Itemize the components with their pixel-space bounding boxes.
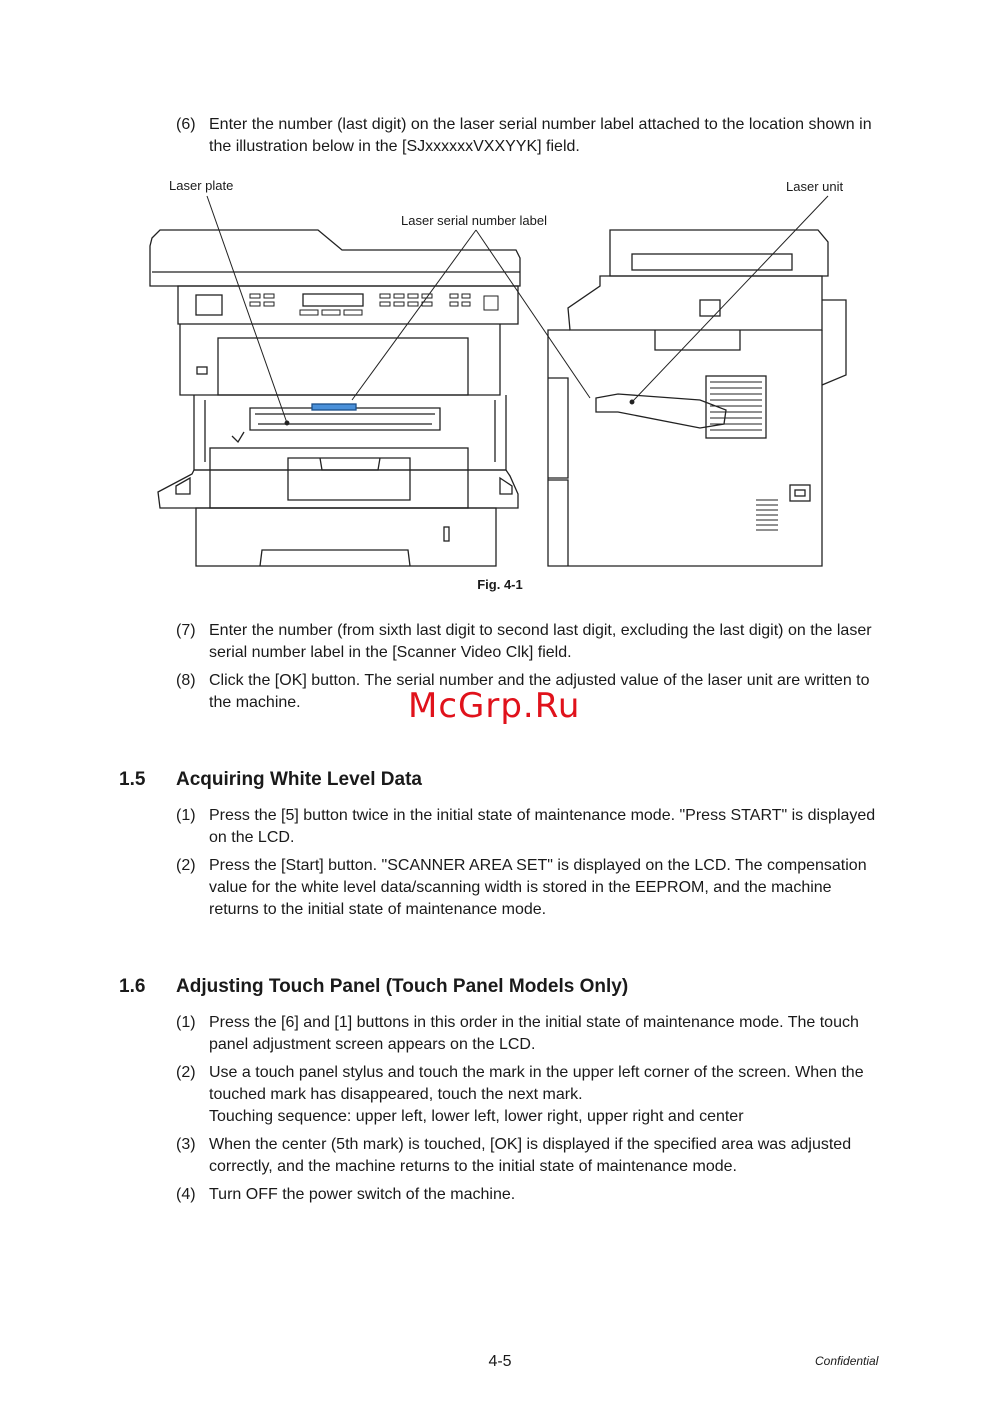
step-number: (2) — [176, 857, 196, 874]
step-text: Click the [OK] button. The serial number and the adjusted value of the laser unit are written to the machine. — [209, 672, 870, 711]
printer-side-view — [548, 230, 846, 566]
printer-front-view — [150, 230, 520, 566]
label-serial-number: Laser serial number label — [401, 213, 547, 228]
step-text: Turn OFF the power switch of the machine. — [209, 1186, 516, 1203]
step-text: Press the [6] and [1] buttons in this order in the initial state of maintenance mode. The touch panel adjustment screen appears on the LCD. — [209, 1014, 859, 1053]
step-number: (6) — [176, 116, 196, 133]
step-text: Enter the number (last digit) on the laser serial number label attached to the location shown in the illustration below in the [SJxxxxxxVXXYYK] field. — [209, 116, 872, 155]
label-laser-unit: Laser unit — [786, 179, 844, 194]
section-number: 1.6 — [119, 976, 146, 997]
label-laser-plate: Laser plate — [169, 178, 234, 193]
step-text: Use a touch panel stylus and touch the mark in the upper left corner of the screen. When the touched mark has disappeared, touch the next mark. — [209, 1064, 864, 1103]
step-number: (8) — [176, 672, 196, 689]
watermark: McGrp.Ru — [408, 686, 581, 726]
section-1-6-step-1 — [176, 1012, 876, 1056]
step-text: Press the [5] button twice in the initial state of maintenance mode. "Press START" is displayed on the LCD. — [209, 807, 876, 846]
section-1-5-step-1 — [176, 805, 876, 849]
step-number: (7) — [176, 622, 196, 639]
step-text: Press the [Start] button. "SCANNER AREA SET" is displayed on the LCD. The compensation value for the white level data/scanning width is stored in the EEPROM, and the machine returns to the initial state of maintenance mode. — [209, 857, 867, 918]
step-7 — [176, 620, 876, 664]
step-text: Enter the number (from sixth last digit to second last digit, excluding the last digit) on the laser serial number label in the [Scanner Video Clk] field. — [209, 622, 872, 661]
section-title: Adjusting Touch Panel (Touch Panel Models Only) — [176, 976, 629, 997]
section-1-6-step-2 — [176, 1062, 876, 1128]
confidential-label: Confidential — [815, 1354, 879, 1368]
page-number: 4-5 — [488, 1353, 512, 1370]
step-number: (2) — [176, 1064, 196, 1081]
section-title: Acquiring White Level Data — [176, 769, 422, 790]
section-1-6-step-3 — [176, 1134, 876, 1178]
step-number: (1) — [176, 807, 196, 824]
section-number: 1.5 — [119, 769, 146, 790]
figure-caption: Fig. 4-1 — [477, 577, 523, 592]
step-text: When the center (5th mark) is touched, [OK] is displayed if the specified area was adjusted correctly, and the machine returns to the initial state of maintenance mode. — [209, 1136, 852, 1175]
step-number: (1) — [176, 1014, 196, 1031]
printer-illustration — [140, 170, 860, 575]
section-1-5-step-2 — [176, 855, 876, 921]
step-number: (4) — [176, 1186, 196, 1203]
step-number: (3) — [176, 1136, 196, 1153]
step-extra-text: Touching sequence: upper left, lower left, lower right, upper right and center — [209, 1108, 744, 1125]
step-6 — [176, 114, 876, 158]
section-1-6-step-4 — [176, 1184, 876, 1206]
